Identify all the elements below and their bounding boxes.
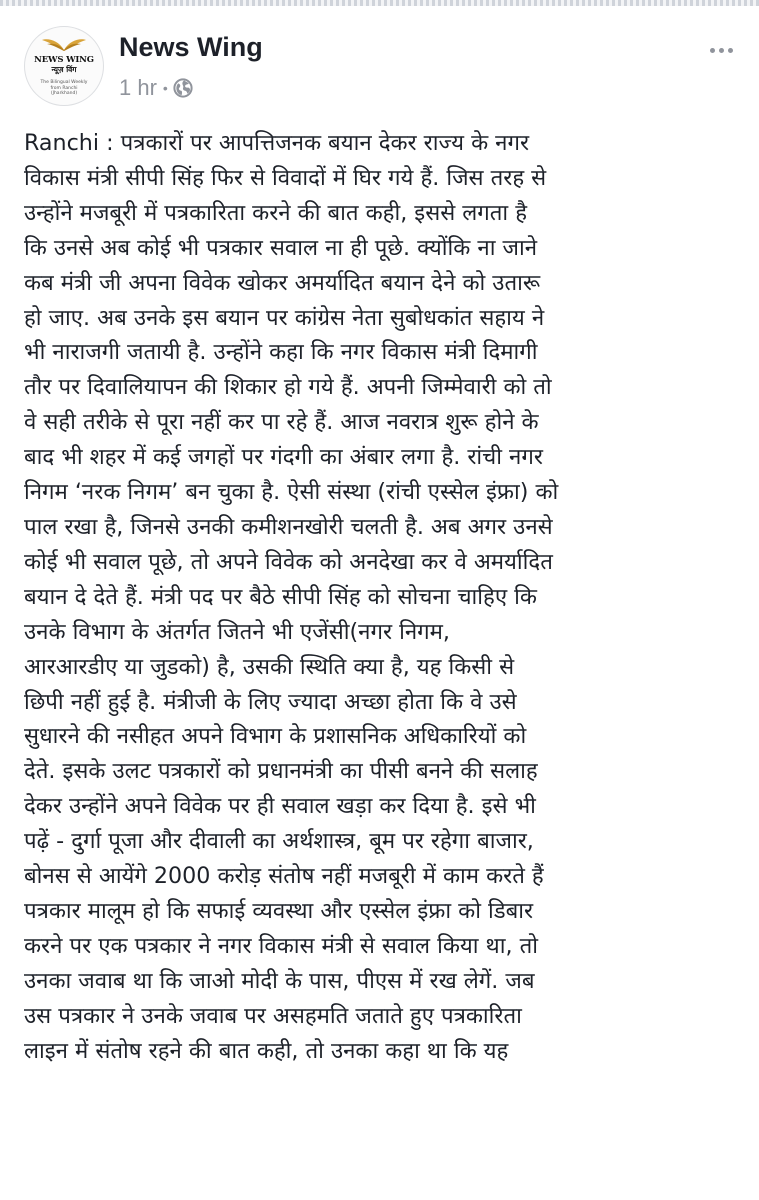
post-text-line: विकास मंत्री सीपी सिंह फिर से विवादों में घिर गये हैं. जिस तरह से [24,164,547,191]
post-text-line: बाद भी शहर में कई जगहों पर गंदगी का अंबार लगा है. रांची नगर [24,444,543,471]
facebook-post [0,6,759,1200]
post-text-line: निगम ‘नरक निगम’ बन चुका है. ऐसी संस्था (रांची एस्सेल इंफ्रा) को [24,479,559,506]
post-text-line: पाल रखा है, जिनसे उनकी कमीशनखोरी चलती है. अब अगर उनसे [24,513,553,540]
post-text-line: कब मंत्री जी अपना विवेक खोकर अमर्यादित बयान देने को उतारू [24,269,541,296]
post-text-line: उस पत्रकार ने उनके जवाब पर असहमति जताते हुए पत्रकारिता [24,1002,522,1029]
more-dot [710,48,715,53]
more-dot [728,48,733,53]
post-text-line: बोनस से आयेंगे 2000 करोड़ संतोष नहीं मजबूरी में काम करते हैं [24,863,544,890]
more-options-icon[interactable] [703,40,739,60]
post-text-line: देकर उन्होंने अपने विवेक पर ही सवाल खड़ा कर दिया है. इसे भी [24,793,536,820]
logo-brand-hindi: न्यूज़ विंग [51,65,77,74]
globe-icon[interactable] [173,78,193,98]
meta-separator: • [162,80,168,96]
post-text-line: वे सही तरीके से पूरा नहीं कर पा रहे हैं. आज नवरात्र शुरू होने के [24,409,539,436]
logo-wings-icon [42,37,86,53]
post-meta [119,76,193,100]
post-body-text [24,126,744,1068]
more-dot [719,48,724,53]
logo-brand-text: NEWS WING [34,55,94,65]
post-text-line: उनका जवाब था कि जाओ मोदी के पास, पीएस में रख लेगें. जब [24,967,535,994]
page-avatar[interactable] [24,26,104,106]
post-text-line: देते. इसके उलट पत्रकारों को प्रधानमंत्री का पीसी बनने की सलाह [24,758,538,785]
post-text-line: करने पर एक पत्रकार ने नगर विकास मंत्री से सवाल किया था, तो [24,932,538,959]
post-text-line: सुधारने की नसीहत अपने विभाग के प्रशासनिक अधिकारियों को [24,723,527,750]
post-text-line: लाइन में संतोष रहने की बात कही, तो उनका कहा था कि यह [24,1037,509,1064]
post-text-line: पत्रकार मालूम हो कि सफाई व्यवस्था और एस्सेल इंफ्रा को डिबार [24,897,534,924]
post-text-line: Ranchi : पत्रकारों पर आपत्तिजनक बयान देकर राज्य के नगर [24,130,530,156]
post-text-line: आरआरडीए या जुडको) है, उसकी स्थिति क्या है, यह किसी से [24,653,515,680]
post-text-line: भी नाराजगी जतायी है. उन्होंने कहा कि नगर विकास मंत्री दिमागी [24,339,538,366]
logo-tagline: The Bilingual Weekly from Ranchi (Jharkhand) [40,80,88,96]
post-text-line: छिपी नहीं हुई है. मंत्रीजी के लिए ज्यादा अच्छा होता कि वे उसे [24,688,517,715]
post-text-line: उन्होंने मजबूरी में पत्रकारिता करने की बात कही, इससे लगता है [24,199,528,226]
post-text-line: पढ़ें - दुर्गा पूजा और दीवाली का अर्थशास्त्र, बूम पर रहेगा बाजार, [24,828,534,855]
post-text-line: कि उनसे अब कोई भी पत्रकार सवाल ना ही पूछे. क्योंकि ना जाने [24,234,538,261]
post-text-line: उनके विभाग के अंतर्गत जितने भी एजेंसी(नगर निगम, [24,618,450,645]
post-timestamp[interactable]: 1 hr [119,75,157,100]
post-text-line: तौर पर दिवालियापन की शिकार हो गये हैं. अपनी जिम्मेवारी को तो [24,374,552,401]
page-name-link[interactable]: News Wing [119,32,263,62]
post-text-line: हो जाए. अब उनके इस बयान पर कांग्रेस नेता सुबोधकांत सहाय ने [24,304,545,331]
post-text-line: कोई भी सवाल पूछे, तो अपने विवेक को अनदेखा कर वे अमर्यादित [24,548,553,575]
post-header [24,26,739,114]
post-text-line: बयान दे देते हैं. मंत्री पद पर बैठे सीपी सिंह को सोचना चाहिए कि [24,583,537,610]
